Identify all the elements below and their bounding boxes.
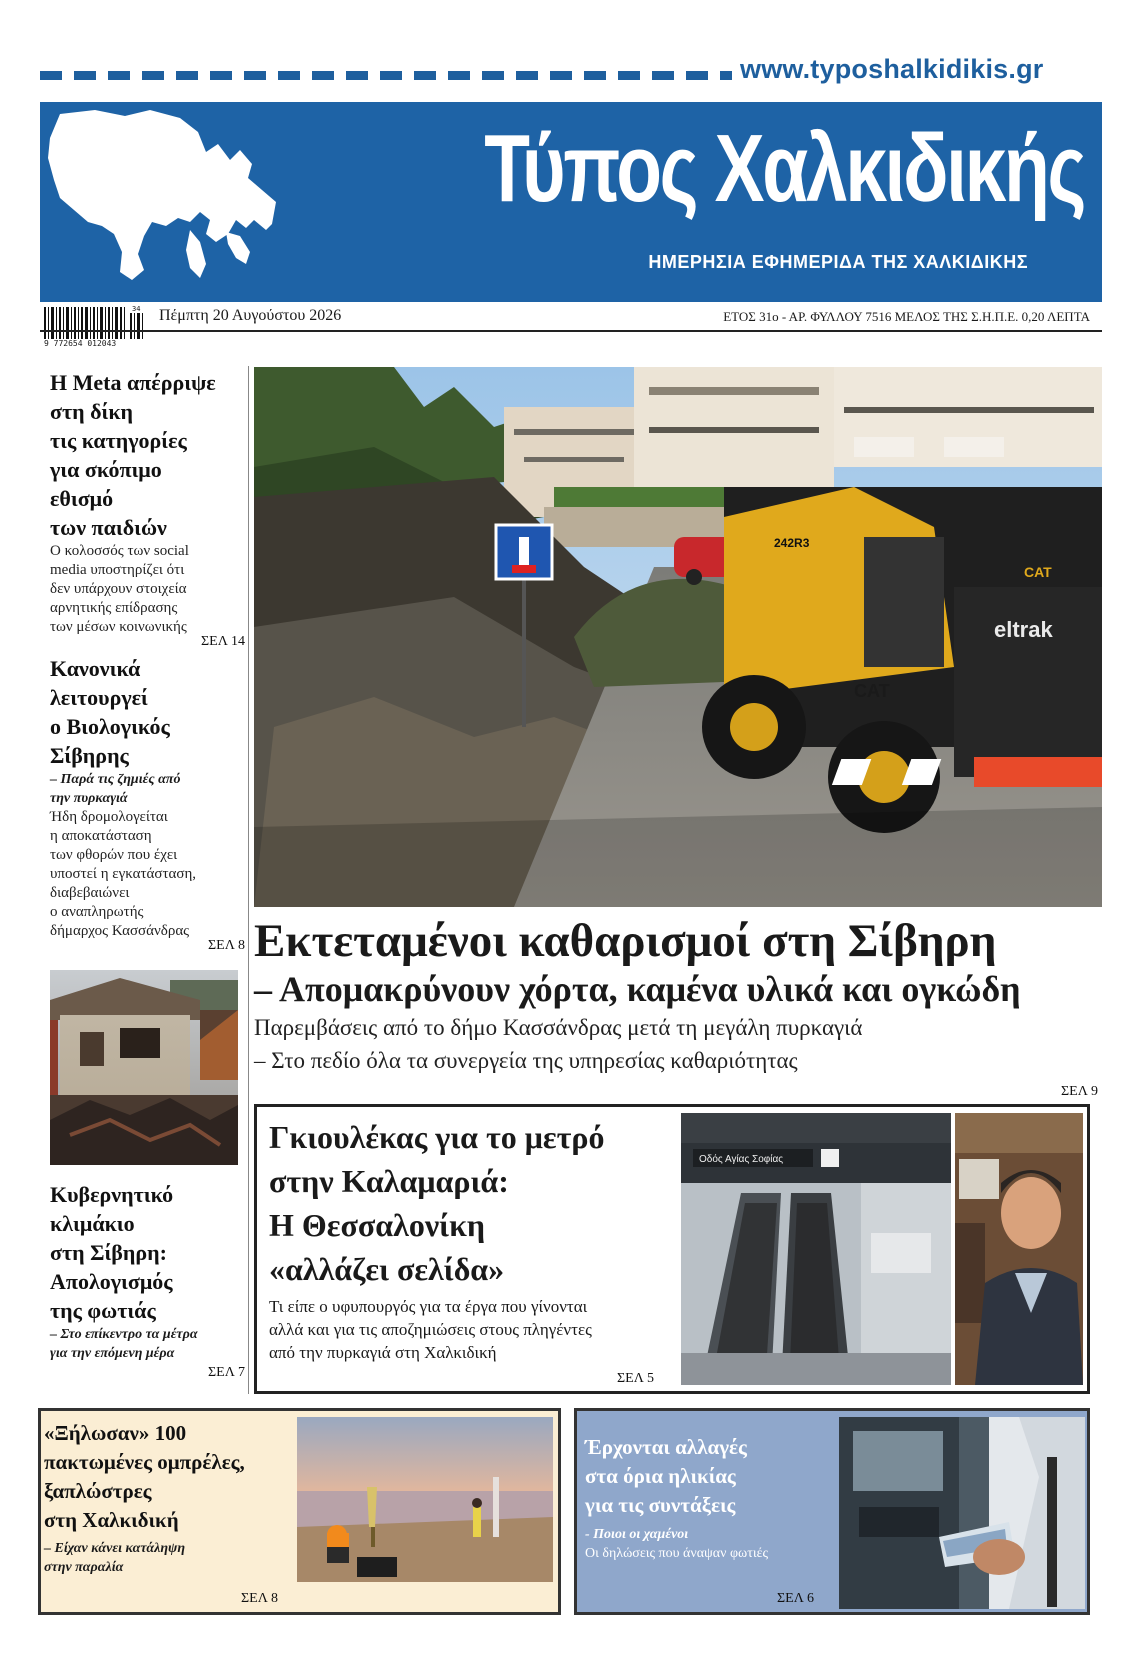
masthead xyxy=(40,102,1102,302)
column-divider xyxy=(248,366,249,1394)
story-government-team[interactable] xyxy=(50,1180,245,1381)
beach-image xyxy=(297,1417,553,1582)
pension-subhead: - Ποιοι οι χαμένοι xyxy=(585,1527,689,1542)
svg-text:242R3: 242R3 xyxy=(774,536,810,550)
story-meta-page: ΣΕΛ 14 xyxy=(201,634,245,649)
newspaper-subtitle: ΗΜΕΡΗΣΙΑ ΕΦΗΜΕΡΙΔΑ ΤΗΣ ΧΑΛΚΙΔΙΚΗΣ xyxy=(648,252,1028,272)
main-deck-line-1: Παρεμβάσεις από το δήμο Κασσάνδρας μετά τη μεγάλη πυρκαγιά xyxy=(254,1015,863,1040)
pension-body: Οι δηλώσεις που άναψαν φωτιές xyxy=(585,1546,769,1561)
escalator-image xyxy=(681,1113,951,1385)
story-biological-page: ΣΕΛ 8 xyxy=(208,938,245,953)
barcode-addon: 34 xyxy=(132,305,141,313)
cleanup-scene-image xyxy=(254,367,1102,907)
metro-sign-text: Οδός Αγίας Σοφίας xyxy=(699,1154,784,1165)
metro-escalator-photo xyxy=(681,1113,951,1385)
atm-photo xyxy=(839,1417,1085,1609)
issue-info: ΕΤΟΣ 31ο - ΑΡ. ΦΥΛΛΟΥ 7516 ΜΕΛΟΣ ΤΗΣ Σ.Η.Π.Ε. 0,20 ΛΕΠΤΑ xyxy=(723,309,1090,324)
story-meta[interactable] xyxy=(50,368,245,650)
story-meta-body: Ο κολοσσός των social media υποστηρίζει ότι δεν υπάρχουν στοιχεία αρνητικής επίδρασης των μέσων κοινωνικής xyxy=(50,543,189,635)
minister-photo xyxy=(955,1113,1083,1385)
issue-date: Πέμπτη 20 Αυγούστου 2026 xyxy=(159,307,342,324)
metro-story-page: ΣΕΛ 5 xyxy=(617,1371,654,1386)
burned-house-photo[interactable] xyxy=(50,970,238,1165)
story-meta-headline: Η Meta απέρριψε στη δίκη τις κατηγορίες για σκόπιμο εθισμό των παιδιών xyxy=(50,370,216,540)
newspaper-title: Τύπος Χαλκιδικής xyxy=(484,115,1084,222)
svg-text:CAT: CAT xyxy=(1024,564,1052,580)
header-rule xyxy=(40,330,1102,332)
story-government-headline: Κυβερνητικό κλιμάκιο στη Σίβηρη: Απολογισμός της φωτιάς xyxy=(50,1182,174,1323)
story-biological-headline: Κανονικά λειτουργεί ο Βιολογικός Σίβηρης xyxy=(50,656,170,768)
burned-house-image xyxy=(50,970,238,1165)
umbrella-headline: «Ξήλωσαν» 100 πακτωμένες ομπρέλες, ξαπλώστρες στη Χαλκιδική xyxy=(44,1421,245,1532)
pension-story-box[interactable] xyxy=(574,1408,1090,1615)
minister-portrait-image xyxy=(955,1113,1083,1385)
umbrella-story-box[interactable] xyxy=(38,1408,561,1615)
story-biological[interactable] xyxy=(50,654,245,954)
story-government-page: ΣΕΛ 7 xyxy=(208,1365,245,1380)
story-biological-body: Ήδη δρομολογείται η αποκατάσταση των φθορών που έχει υποστεί η εγκατάσταση, διαβεβαιώνει ο αναπληρωτής δήμαρχος Κασσάνδρας xyxy=(50,809,197,939)
metro-body: Τι είπε ο υφυπουργός για τα έργα που γίνονται αλλά και για τις αποζημιώσεις στους πληγέντες από την πυρκαγιά στη Χαλκιδική xyxy=(269,1297,592,1362)
barcode xyxy=(44,307,152,351)
atm-cash-image xyxy=(839,1417,1085,1609)
pension-story-page: ΣΕΛ 6 xyxy=(777,1591,814,1606)
story-government-subhead: – Στο επίκεντρο τα μέτρα για την επόμενη μέρα xyxy=(50,1327,198,1361)
umbrella-story-page: ΣΕΛ 8 xyxy=(241,1591,278,1606)
svg-text:eltrak: eltrak xyxy=(994,617,1053,642)
story-biological-subhead: – Παρά τις ζημιές από την πυρκαγιά xyxy=(50,772,181,806)
main-deck-line-2: – Στο πεδίο όλα τα συνεργεία της υπηρεσίας καθαριότητας xyxy=(254,1048,798,1073)
website-url[interactable]: www.typoshalkidikis.gr xyxy=(740,54,1044,84)
main-story-photo[interactable] xyxy=(254,367,1102,907)
umbrella-subhead: – Είχαν κάνει κατάληψη στην παραλία xyxy=(44,1541,186,1575)
main-headline[interactable]: Εκτεταμένοι καθαρισμοί στη Σίβηρη xyxy=(254,915,997,967)
main-story-page: ΣΕΛ 9 xyxy=(1061,1084,1098,1099)
halkidiki-map-icon xyxy=(40,102,300,302)
top-dashed-rule xyxy=(40,71,732,80)
metro-story-box[interactable] xyxy=(254,1104,1090,1394)
metro-headline: Γκιουλέκας για το μετρό στην Καλαμαριά: Η Θεσσαλονίκη «αλλάζει σελίδα» xyxy=(269,1119,605,1287)
main-subheadline: – Απομακρύνουν χόρτα, καμένα υλικά και ογκώδη xyxy=(254,969,1021,1009)
beach-photo xyxy=(297,1417,553,1582)
svg-text:CAT: CAT xyxy=(854,681,890,701)
barcode-number: 9 772654 012043 xyxy=(44,339,117,348)
pension-headline: Έρχονται αλλαγές στα όρια ηλικίας για τις συντάξεις xyxy=(585,1435,747,1517)
